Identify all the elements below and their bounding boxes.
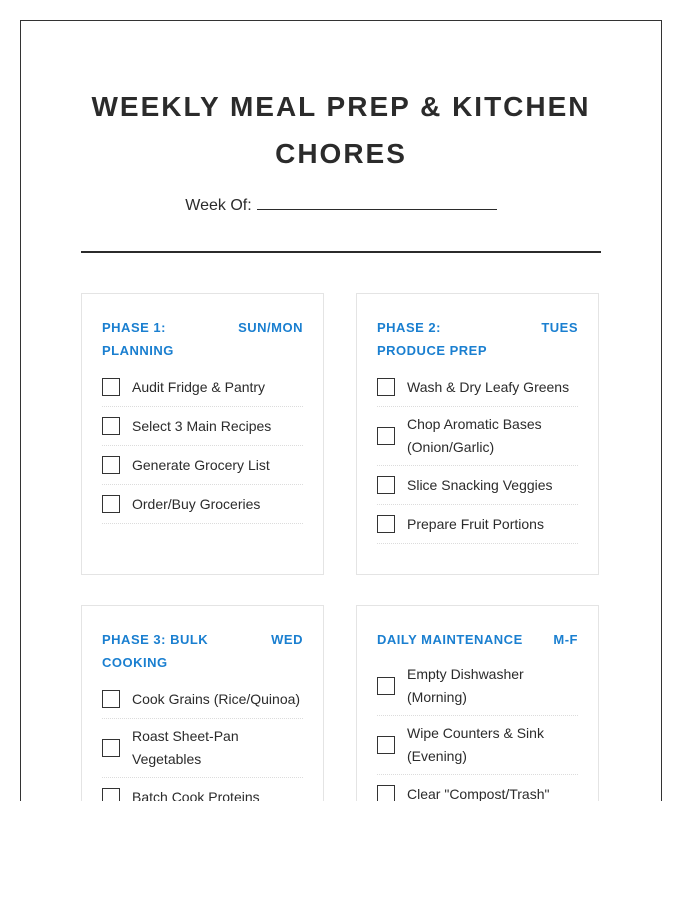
card-phase-title: PHASE 3: BULK COOKING [102,632,209,670]
week-of-label: Week Of: [185,197,252,214]
checklist-item [102,778,303,801]
card-phase-title: PHASE 2: PRODUCE PREP [377,320,488,358]
checklist-item [377,466,578,505]
page-title: WEEKLY MEAL PREP & KITCHEN CHORES [91,91,591,169]
checklist-item [377,368,578,407]
checklist-item [102,368,303,407]
card-day-label: SUN/MON [238,320,303,335]
checkbox[interactable] [102,417,120,435]
checklist-page [20,20,662,801]
checklist-item [102,407,303,446]
checklist-item-label: Order/Buy Groceries [132,495,261,512]
checklist-item-label: Wipe Counters & Sink (Evening) [407,725,544,764]
card-header [102,316,303,362]
card-phase-title: PHASE 1: PLANNING [102,320,174,358]
checklist-item [102,485,303,524]
card-header [377,316,578,362]
card-header [377,628,578,651]
checklist-item [102,446,303,485]
checkbox[interactable] [102,690,120,708]
checklist-item-label: Generate Grocery List [132,456,270,473]
checkbox[interactable] [102,378,120,396]
week-of-field [81,193,601,215]
checkbox[interactable] [377,677,395,695]
card-phase-3 [81,605,324,801]
checkbox[interactable] [102,456,120,474]
checklist-item-label: Chop Aromatic Bases (Onion/Garlic) [407,416,542,455]
card-phase-1 [81,293,324,575]
card-daily-maintenance [356,605,599,801]
card-day-label: TUES [541,320,578,335]
card-day-label: M-F [553,632,578,647]
checklist-item-label: Wash & Dry Leafy Greens [407,378,570,395]
checklist-item [102,680,303,719]
checklist-item-label: Slice Snacking Veggies [407,476,553,493]
checklist-item-label: Cook Grains (Rice/Quinoa) [132,690,301,707]
checkbox[interactable] [102,495,120,513]
checklist-item-label: Audit Fridge & Pantry [132,378,266,395]
checklist-item-label: Empty Dishwasher (Morning) [407,666,524,705]
card-phase-title: DAILY MAINTENANCE [377,632,523,647]
checkbox[interactable] [377,515,395,533]
checkbox[interactable] [102,788,120,801]
checkbox[interactable] [377,785,395,801]
week-of-blank-line[interactable] [257,193,497,210]
checklist-item [377,775,578,801]
checklist-item-label: Prepare Fruit Portions [407,515,544,532]
checklist-item [377,716,578,775]
checklist-item-label: Clear "Compost/Trash" [407,785,550,801]
checklist-item-label: Batch Cook Proteins [132,788,260,801]
checkbox[interactable] [377,476,395,494]
card-phase-2 [356,293,599,575]
checkbox[interactable] [377,736,395,754]
checklist-item [377,657,578,716]
checklist-item [102,719,303,778]
header-divider [81,251,601,253]
card-header [102,628,303,674]
checkbox[interactable] [102,739,120,757]
checkbox[interactable] [377,378,395,396]
checklist-item [377,407,578,466]
checkbox[interactable] [377,427,395,445]
checklist-item [377,505,578,544]
card-day-label: WED [271,632,303,647]
checklist-item-label: Select 3 Main Recipes [132,417,272,434]
checklist-item-label: Roast Sheet-Pan Vegetables [132,728,239,767]
